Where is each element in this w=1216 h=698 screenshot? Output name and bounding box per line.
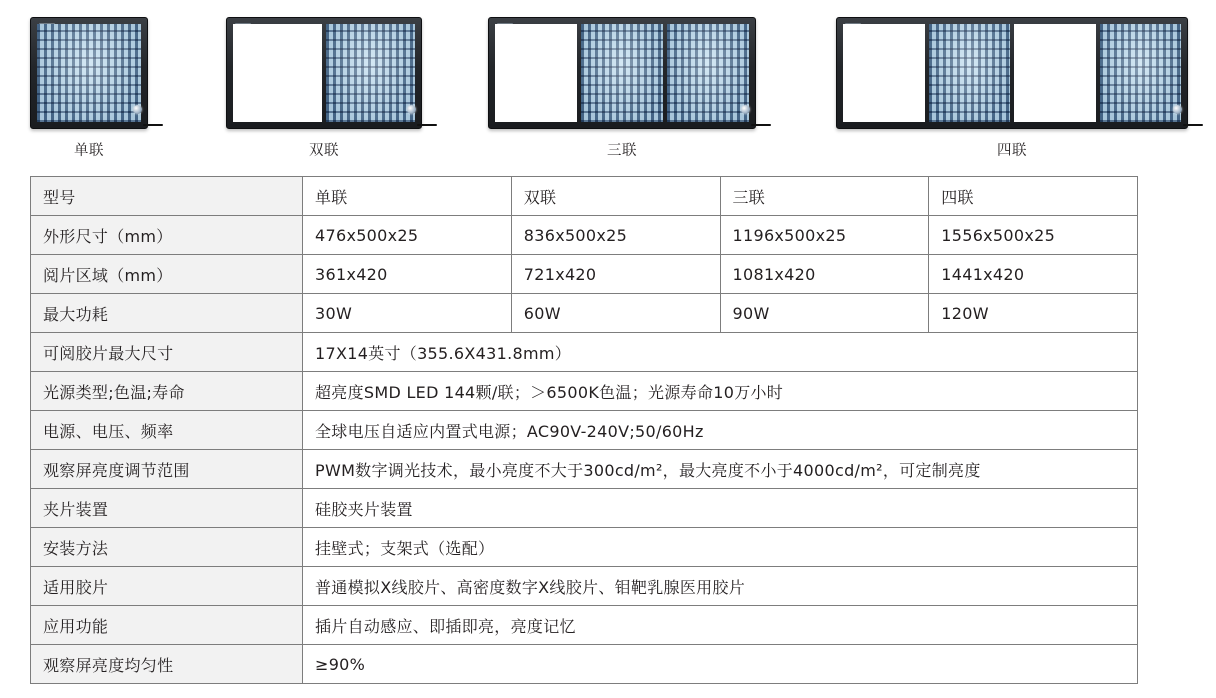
row-value: 90W (720, 294, 929, 333)
table-row (31, 489, 1138, 528)
table-header-row (31, 177, 1138, 216)
table-row (31, 645, 1138, 684)
row-label: 应用功能 (31, 606, 303, 645)
row-value: 1441x420 (929, 255, 1138, 294)
table-row (31, 255, 1138, 294)
table-row (31, 216, 1138, 255)
table-row (31, 372, 1138, 411)
row-value: 1196x500x25 (720, 216, 929, 255)
spec-table-wrapper (30, 176, 1186, 684)
row-label: 可阅胶片最大尺寸 (31, 333, 303, 372)
row-label: 光源类型;色温;寿命 (31, 372, 303, 411)
viewing-panel (1100, 24, 1182, 122)
viewing-panel (667, 24, 749, 122)
row-value: 插片自动感应、即插即亮，亮度记忆 (303, 606, 1138, 645)
row-value: ≥90% (303, 645, 1138, 684)
lightbox-device (488, 17, 756, 129)
viewing-panel (495, 24, 577, 122)
power-indicator-icon (133, 105, 142, 114)
lightbox-device (836, 17, 1188, 129)
power-cord (751, 124, 771, 126)
product-1 (30, 17, 148, 160)
table-row (31, 333, 1138, 372)
row-value: 60W (511, 294, 720, 333)
screen-row (495, 24, 749, 122)
row-value: 1081x420 (720, 255, 929, 294)
table-row (31, 450, 1138, 489)
row-value: 硅胶夹片装置 (303, 489, 1138, 528)
power-cord (143, 124, 163, 126)
row-value: 超亮度SMD LED 144颗/联；＞6500K色温；光源寿命10万小时 (303, 372, 1138, 411)
product-caption: 三联 (607, 143, 637, 159)
lightbox-device (226, 17, 422, 129)
row-value: 361x420 (303, 255, 512, 294)
screen-row (37, 24, 141, 122)
product-gallery (0, 0, 1216, 160)
power-cord (1183, 124, 1203, 126)
product-caption: 四联 (997, 143, 1027, 159)
row-label: 电源、电压、频率 (31, 411, 303, 450)
row-label: 观察屏亮度均匀性 (31, 645, 303, 684)
row-value: PWM数字调光技术，最小亮度不大于300cd/m²，最大亮度不小于4000cd/m²，可定制亮度 (303, 450, 1138, 489)
row-label: 安装方法 (31, 528, 303, 567)
screen-row (843, 24, 1181, 122)
column-header-model-4: 四联 (929, 177, 1138, 216)
table-row (31, 294, 1138, 333)
row-label: 适用胶片 (31, 567, 303, 606)
column-header-model-1: 单联 (303, 177, 512, 216)
row-label: 最大功耗 (31, 294, 303, 333)
table-row (31, 606, 1138, 645)
row-label: 外形尺寸（mm） (31, 216, 303, 255)
row-label: 阅片区域（mm） (31, 255, 303, 294)
viewing-panel (929, 24, 1011, 122)
row-value: 挂壁式；支架式（选配） (303, 528, 1138, 567)
row-value: 836x500x25 (511, 216, 720, 255)
specification-table (30, 176, 1138, 684)
table-row (31, 567, 1138, 606)
viewing-panel (233, 24, 322, 122)
product-4 (836, 17, 1188, 160)
product-caption: 双联 (309, 143, 339, 159)
row-label: 夹片装置 (31, 489, 303, 528)
row-value: 17X14英寸（355.6X431.8mm） (303, 333, 1138, 372)
column-header-model: 型号 (31, 177, 303, 216)
power-indicator-icon (1173, 105, 1182, 114)
row-value: 全球电压自适应内置式电源；AC90V-240V;50/60Hz (303, 411, 1138, 450)
viewing-panel (843, 24, 925, 122)
product-2 (226, 17, 422, 160)
table-row (31, 528, 1138, 567)
viewing-panel (1014, 24, 1096, 122)
row-value: 1556x500x25 (929, 216, 1138, 255)
row-value: 476x500x25 (303, 216, 512, 255)
row-value: 普通模拟X线胶片、高密度数字X线胶片、钼靶乳腺医用胶片 (303, 567, 1138, 606)
column-header-model-2: 双联 (511, 177, 720, 216)
screen-row (233, 24, 415, 122)
viewing-panel (326, 24, 415, 122)
power-indicator-icon (407, 105, 416, 114)
product-caption: 单联 (74, 143, 104, 159)
viewing-panel (581, 24, 663, 122)
table-row (31, 411, 1138, 450)
row-label: 观察屏亮度调节范围 (31, 450, 303, 489)
row-value: 721x420 (511, 255, 720, 294)
lightbox-device (30, 17, 148, 129)
power-cord (417, 124, 437, 126)
product-3 (488, 17, 756, 160)
row-value: 120W (929, 294, 1138, 333)
power-indicator-icon (741, 105, 750, 114)
viewing-panel (37, 24, 141, 122)
row-value: 30W (303, 294, 512, 333)
column-header-model-3: 三联 (720, 177, 929, 216)
